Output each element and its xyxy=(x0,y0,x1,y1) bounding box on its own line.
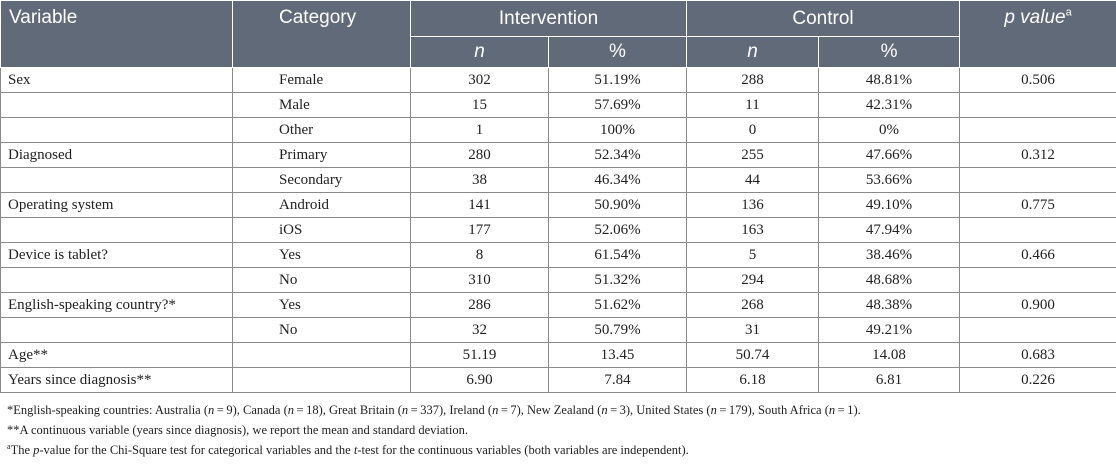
cell-intervention-n: 1 xyxy=(411,118,549,143)
cell-control-n: 288 xyxy=(687,68,819,93)
cell-variable: Sex xyxy=(1,68,233,93)
cell-intervention-pct: 13.45 xyxy=(549,343,687,368)
table-row xyxy=(1,218,1116,243)
cell-control-n: 255 xyxy=(687,143,819,168)
cell-intervention-pct: 61.54% xyxy=(549,243,687,268)
footnote-tests-sup: a xyxy=(7,441,11,451)
cell-p-value: 0.506 xyxy=(960,68,1116,93)
cell-intervention-n: 51.19 xyxy=(411,343,549,368)
cell-intervention-pct: 52.06% xyxy=(549,218,687,243)
cell-control-pct: 38.46% xyxy=(819,243,960,268)
cell-intervention-n: 141 xyxy=(411,193,549,218)
cell-control-n: 136 xyxy=(687,193,819,218)
header-variable: Variable xyxy=(1,1,233,68)
cell-variable xyxy=(1,93,233,118)
cell-control-n: 44 xyxy=(687,168,819,193)
cell-intervention-n: 15 xyxy=(411,93,549,118)
cell-intervention-pct: 50.79% xyxy=(549,318,687,343)
cell-control-n: 6.18 xyxy=(687,368,819,393)
cell-variable: Years since diagnosis** xyxy=(1,368,233,393)
footnote-tests-p: p xyxy=(33,443,40,457)
cell-variable: English-speaking country?* xyxy=(1,293,233,318)
cell-intervention-pct: 51.32% xyxy=(549,268,687,293)
table-row xyxy=(1,293,1116,318)
footnote-tests-pre: The xyxy=(10,443,34,457)
table-row xyxy=(1,118,1116,143)
cell-intervention-pct: 52.34% xyxy=(549,143,687,168)
cell-category: No xyxy=(233,318,411,343)
cell-intervention-n: 8 xyxy=(411,243,549,268)
footnote-tests xyxy=(7,440,1107,460)
cell-variable: Device is tablet? xyxy=(1,243,233,268)
cell-category: No xyxy=(233,268,411,293)
cell-variable: Age** xyxy=(1,343,233,368)
cell-p-value: 0.226 xyxy=(960,368,1116,393)
footnotes xyxy=(7,400,1107,460)
table-row xyxy=(1,168,1116,193)
cell-intervention-pct: 46.34% xyxy=(549,168,687,193)
cell-category: Yes xyxy=(233,243,411,268)
table-row xyxy=(1,368,1116,393)
footnote-continuous: **A continuous variable (years since diagnosis), we report the mean and standard deviation. xyxy=(7,423,468,437)
cell-variable: Diagnosed xyxy=(1,143,233,168)
header-p-value-sup: a xyxy=(1065,6,1072,19)
cell-category: Other xyxy=(233,118,411,143)
cell-control-pct: 47.94% xyxy=(819,218,960,243)
cell-intervention-n: 302 xyxy=(411,68,549,93)
cell-p-value: 0.683 xyxy=(960,343,1116,368)
cell-intervention-n: 286 xyxy=(411,293,549,318)
cell-p-value: 0.900 xyxy=(960,293,1116,318)
header-intervention-pct: % xyxy=(549,37,687,68)
table-body xyxy=(1,68,1116,393)
cell-category: Android xyxy=(233,193,411,218)
cell-p-value xyxy=(960,268,1116,293)
table-row xyxy=(1,318,1116,343)
cell-intervention-n: 310 xyxy=(411,268,549,293)
cell-control-n: 0 xyxy=(687,118,819,143)
header-p-value-label: p value xyxy=(1004,7,1066,28)
cell-category: Primary xyxy=(233,143,411,168)
cell-control-n: 5 xyxy=(687,243,819,268)
table-row xyxy=(1,193,1116,218)
cell-intervention-pct: 7.84 xyxy=(549,368,687,393)
table-row xyxy=(1,93,1116,118)
table-row xyxy=(1,143,1116,168)
cell-control-pct: 48.81% xyxy=(819,68,960,93)
cell-category xyxy=(233,343,411,368)
header-control-pct: % xyxy=(819,37,960,68)
cell-variable xyxy=(1,218,233,243)
header-row xyxy=(1,1,1116,37)
cell-control-pct: 53.66% xyxy=(819,168,960,193)
cell-control-n: 294 xyxy=(687,268,819,293)
footnote-tests-mid: -value for the Chi-Square test for categorical variables and the xyxy=(39,443,354,457)
cell-category xyxy=(233,368,411,393)
cell-variable xyxy=(1,318,233,343)
footnote-tests-t: t xyxy=(353,443,358,457)
cell-intervention-n: 177 xyxy=(411,218,549,243)
table-row xyxy=(1,268,1116,293)
cell-intervention-pct: 50.90% xyxy=(549,193,687,218)
cell-category: Yes xyxy=(233,293,411,318)
cell-intervention-pct: 100% xyxy=(549,118,687,143)
cell-control-pct: 48.68% xyxy=(819,268,960,293)
footnote-tests-post: -test for the continuous variables (both variables are independent). xyxy=(357,443,689,457)
cell-intervention-n: 38 xyxy=(411,168,549,193)
cell-control-pct: 42.31% xyxy=(819,93,960,118)
cell-p-value xyxy=(960,218,1116,243)
cell-control-pct: 14.08 xyxy=(819,343,960,368)
cell-control-n: 268 xyxy=(687,293,819,318)
cell-intervention-pct: 51.62% xyxy=(549,293,687,318)
cell-intervention-pct: 51.19% xyxy=(549,68,687,93)
cell-variable xyxy=(1,168,233,193)
cell-control-pct: 48.38% xyxy=(819,293,960,318)
cell-control-pct: 49.21% xyxy=(819,318,960,343)
cell-intervention-pct: 57.69% xyxy=(549,93,687,118)
cell-variable xyxy=(1,268,233,293)
header-intervention-n: n xyxy=(411,37,549,68)
table-row xyxy=(1,343,1116,368)
cell-p-value xyxy=(960,318,1116,343)
table-row xyxy=(1,68,1116,93)
cell-p-value xyxy=(960,93,1116,118)
cell-variable: Operating system xyxy=(1,193,233,218)
cell-control-n: 163 xyxy=(687,218,819,243)
footnote-countries: *English-speaking countries: Australia (n = 9), Canada (n = 18), Great Britain (n = 337), Ireland (n = 7), New Zealand (n = 3), United States (n = 179), South Africa (n = 1). xyxy=(7,403,861,417)
table-row xyxy=(1,243,1116,268)
cell-intervention-n: 32 xyxy=(411,318,549,343)
cell-p-value: 0.775 xyxy=(960,193,1116,218)
cell-control-pct: 6.81 xyxy=(819,368,960,393)
cell-control-pct: 47.66% xyxy=(819,143,960,168)
cell-intervention-n: 280 xyxy=(411,143,549,168)
cell-control-n: 11 xyxy=(687,93,819,118)
cell-p-value: 0.466 xyxy=(960,243,1116,268)
cell-p-value: 0.312 xyxy=(960,143,1116,168)
cell-category: iOS xyxy=(233,218,411,243)
cell-control-n: 31 xyxy=(687,318,819,343)
header-control-n: n xyxy=(687,37,819,68)
header-category: Category xyxy=(233,1,411,68)
cell-p-value xyxy=(960,168,1116,193)
cell-control-n: 50.74 xyxy=(687,343,819,368)
cell-intervention-n: 6.90 xyxy=(411,368,549,393)
header-p-value xyxy=(960,1,1116,68)
cell-control-pct: 49.10% xyxy=(819,193,960,218)
cell-control-pct: 0% xyxy=(819,118,960,143)
header-intervention: Intervention xyxy=(411,1,687,37)
cell-category: Female xyxy=(233,68,411,93)
cell-variable xyxy=(1,118,233,143)
cell-category: Secondary xyxy=(233,168,411,193)
cell-p-value xyxy=(960,118,1116,143)
header-control: Control xyxy=(687,1,960,37)
cell-category: Male xyxy=(233,93,411,118)
